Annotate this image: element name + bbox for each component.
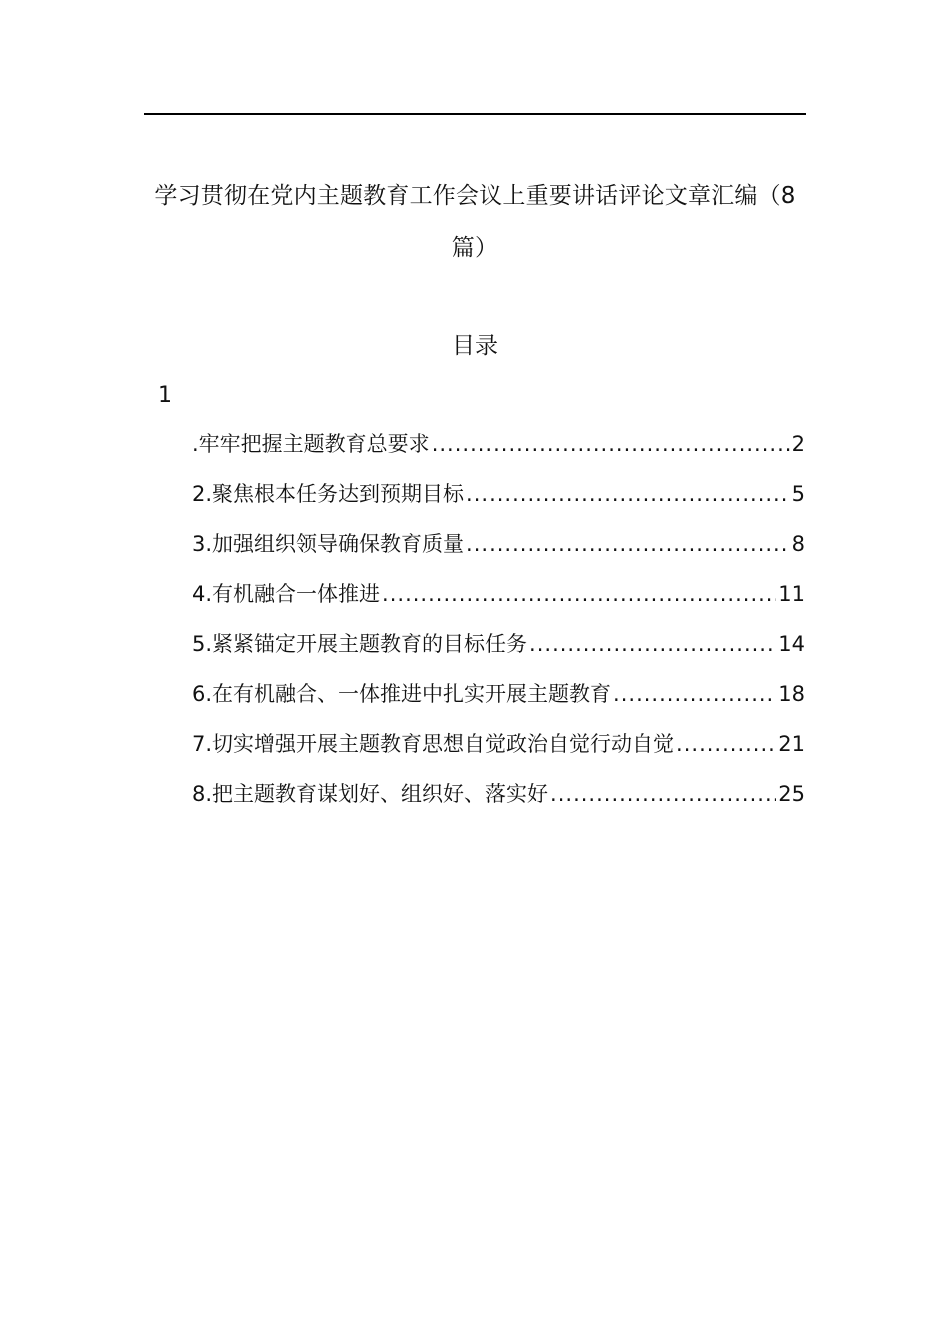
toc-heading: 目录: [452, 333, 498, 359]
toc-item[interactable]: [192, 624, 805, 674]
toc-dot-leader: [613, 674, 776, 714]
toc-item-page: 25: [778, 782, 805, 806]
toc-dot-leader: [676, 724, 776, 764]
chapter-number: 1: [158, 383, 172, 408]
toc-dot-leader: [432, 424, 790, 464]
toc-item[interactable]: [192, 524, 805, 574]
toc-item-title: 7.切实增强开展主题教育思想自觉政治自觉行动自觉: [192, 732, 675, 756]
toc-item-title: 2.聚焦根本任务达到预期目标: [192, 482, 465, 506]
toc-item-title: 6.在有机融合、一体推进中扎实开展主题教育: [192, 682, 612, 706]
toc-item-page: 18: [778, 682, 805, 706]
top-rule: [144, 113, 806, 115]
toc-dot-leader: [529, 624, 776, 664]
toc-item-page: 21: [778, 732, 805, 756]
toc-item-page: 11: [778, 582, 805, 606]
document-title-line-2: 篇）: [451, 235, 499, 261]
document-title-line-1: 学习贯彻在党内主题教育工作会议上重要讲话评论文章汇编（8: [154, 183, 796, 209]
toc-item-title: 8.把主题教育谋划好、组织好、落实好: [192, 782, 549, 806]
toc-item[interactable]: [192, 774, 805, 824]
toc-item-page: 14: [778, 632, 805, 656]
toc-item[interactable]: [192, 424, 805, 474]
toc-item[interactable]: [192, 724, 805, 774]
toc-item-title: 3.加强组织领导确保教育质量: [192, 532, 465, 556]
toc-item[interactable]: [192, 674, 805, 724]
toc-item-page: 8: [791, 532, 805, 556]
toc-item-title: .牢牢把握主题教育总要求: [192, 432, 430, 456]
toc-dot-leader: [382, 574, 776, 614]
table-of-contents: [192, 424, 805, 824]
toc-item[interactable]: [192, 474, 805, 524]
toc-item-title: 5.紧紧锚定开展主题教育的目标任务: [192, 632, 528, 656]
toc-dot-leader: [466, 474, 790, 514]
toc-item-title: 4.有机融合一体推进: [192, 582, 381, 606]
toc-item-page: 2: [791, 432, 805, 456]
toc-dot-leader: [466, 524, 790, 564]
toc-dot-leader: [550, 774, 776, 814]
toc-item[interactable]: [192, 574, 805, 624]
toc-item-page: 5: [791, 482, 805, 506]
document-title: [144, 170, 806, 274]
